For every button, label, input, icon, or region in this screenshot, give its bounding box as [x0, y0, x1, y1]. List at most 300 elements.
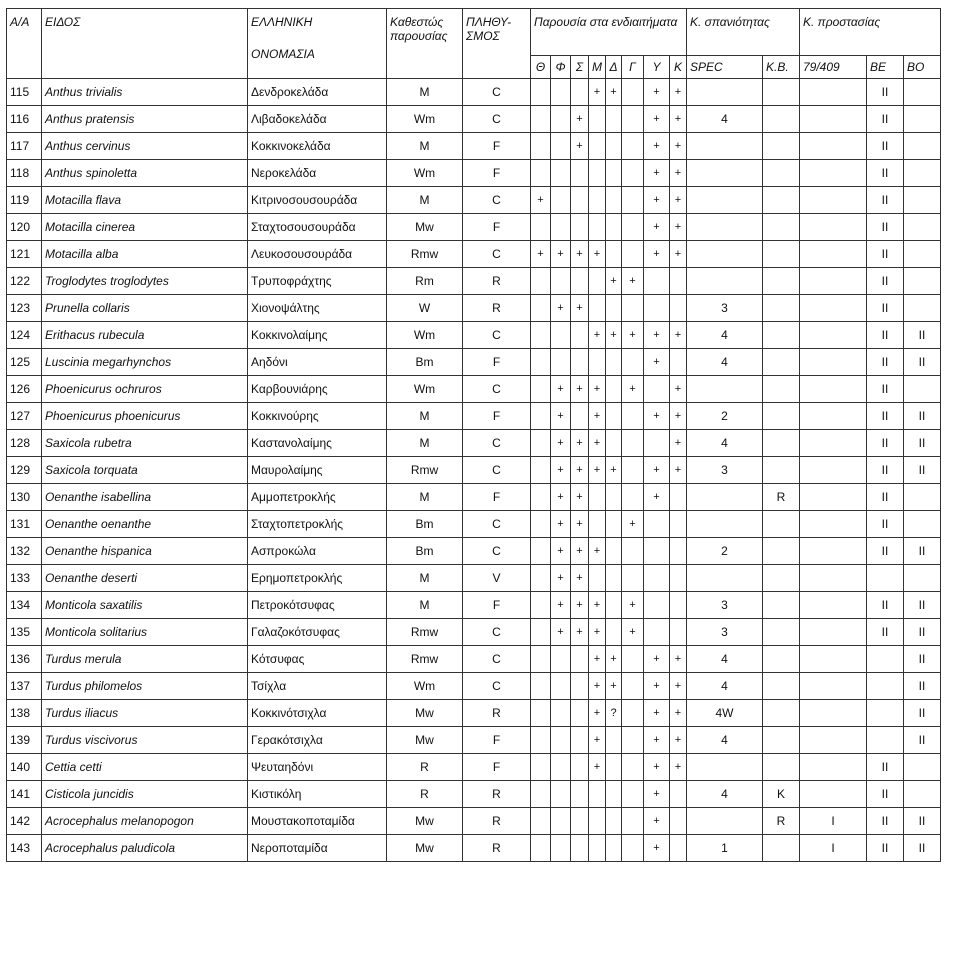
row-number: 142 — [7, 808, 42, 835]
directive-79-409-cell — [800, 376, 867, 403]
spec-cell — [687, 160, 763, 187]
habitat-mark: ? — [606, 700, 622, 727]
table-row — [7, 268, 941, 295]
kb-cell — [763, 565, 800, 592]
population-cell: C — [463, 106, 531, 133]
spec-cell: 4 — [687, 430, 763, 457]
habitat-mark: + — [551, 619, 571, 646]
species-name: Acrocephalus melanopogon — [42, 808, 248, 835]
habitat-mark — [571, 322, 589, 349]
habitat-mark: + — [551, 592, 571, 619]
habitat-mark — [622, 187, 644, 214]
habitat-mark: + — [606, 673, 622, 700]
habitat-mark — [622, 484, 644, 511]
table-row — [7, 511, 941, 538]
habitat-mark: + — [571, 106, 589, 133]
be-cell: II — [867, 79, 904, 106]
habitat-mark — [606, 835, 622, 862]
habitat-mark — [531, 133, 551, 160]
habitat-mark — [644, 592, 670, 619]
be-cell: II — [867, 187, 904, 214]
species-name: Turdus iliacus — [42, 700, 248, 727]
kb-cell — [763, 700, 800, 727]
habitat-mark: + — [571, 538, 589, 565]
table-row — [7, 754, 941, 781]
species-name: Prunella collaris — [42, 295, 248, 322]
habitat-mark — [571, 673, 589, 700]
row-number: 125 — [7, 349, 42, 376]
greek-name: Αμμοπετροκλής — [248, 484, 387, 511]
directive-79-409-cell — [800, 79, 867, 106]
habitat-mark — [531, 322, 551, 349]
spec-cell — [687, 187, 763, 214]
row-number: 133 — [7, 565, 42, 592]
habitat-mark — [589, 565, 606, 592]
bo-cell: II — [904, 322, 941, 349]
habitat-mark — [589, 133, 606, 160]
directive-79-409-cell — [800, 241, 867, 268]
habitat-mark — [670, 484, 687, 511]
status-cell: Mw — [387, 808, 463, 835]
habitat-mark — [606, 538, 622, 565]
habitat-mark: + — [644, 727, 670, 754]
habitat-mark — [531, 430, 551, 457]
population-cell: R — [463, 835, 531, 862]
population-cell: C — [463, 457, 531, 484]
habitat-mark — [531, 268, 551, 295]
status-cell: Rmw — [387, 619, 463, 646]
habitat-mark — [622, 646, 644, 673]
row-number: 140 — [7, 754, 42, 781]
habitat-mark: + — [670, 430, 687, 457]
habitat-mark — [551, 349, 571, 376]
be-cell: II — [867, 754, 904, 781]
habitat-mark — [670, 619, 687, 646]
header-habitat-7: Κ — [670, 56, 687, 79]
table-row — [7, 376, 941, 403]
be-cell: II — [867, 295, 904, 322]
bo-cell — [904, 106, 941, 133]
population-cell: C — [463, 79, 531, 106]
bo-cell: II — [904, 808, 941, 835]
header-population-line1: ΠΛΗΘΥ- — [466, 15, 512, 29]
habitat-mark: + — [589, 673, 606, 700]
bo-cell: II — [904, 592, 941, 619]
bo-cell — [904, 133, 941, 160]
habitat-mark — [670, 592, 687, 619]
habitat-mark — [531, 727, 551, 754]
spec-cell: 4 — [687, 646, 763, 673]
population-cell: F — [463, 160, 531, 187]
habitat-mark: + — [670, 79, 687, 106]
habitat-mark: + — [670, 160, 687, 187]
population-cell: C — [463, 538, 531, 565]
greek-name: Κότσυφας — [248, 646, 387, 673]
species-name: Monticola solitarius — [42, 619, 248, 646]
kb-cell — [763, 160, 800, 187]
species-name: Oenanthe hispanica — [42, 538, 248, 565]
spec-cell: 4 — [687, 673, 763, 700]
status-cell: Rmw — [387, 241, 463, 268]
spec-cell: 2 — [687, 403, 763, 430]
habitat-mark — [670, 268, 687, 295]
habitat-mark — [606, 619, 622, 646]
habitat-mark — [606, 241, 622, 268]
status-cell: Wm — [387, 106, 463, 133]
habitat-mark — [606, 403, 622, 430]
spec-cell: 4 — [687, 727, 763, 754]
bo-cell: II — [904, 835, 941, 862]
habitat-mark — [606, 511, 622, 538]
habitat-mark — [551, 781, 571, 808]
status-cell: W — [387, 295, 463, 322]
status-cell: Wm — [387, 673, 463, 700]
directive-79-409-cell — [800, 349, 867, 376]
habitat-mark — [606, 808, 622, 835]
table-row — [7, 592, 941, 619]
table-row — [7, 241, 941, 268]
header-population-line2: ΣΜΟΣ — [466, 29, 500, 43]
row-number: 117 — [7, 133, 42, 160]
species-name: Oenanthe deserti — [42, 565, 248, 592]
habitat-mark — [531, 673, 551, 700]
directive-79-409-cell — [800, 403, 867, 430]
habitat-mark — [589, 781, 606, 808]
habitat-mark — [531, 835, 551, 862]
greek-name: Καρβουνιάρης — [248, 376, 387, 403]
header-status — [387, 9, 463, 79]
greek-name: Κοκκινούρης — [248, 403, 387, 430]
greek-name: Σταχτοπετροκλής — [248, 511, 387, 538]
bo-cell: II — [904, 403, 941, 430]
habitat-mark — [606, 349, 622, 376]
habitat-mark: + — [606, 646, 622, 673]
habitat-mark: + — [644, 214, 670, 241]
header-protection-1: ΒΕ — [867, 56, 904, 79]
be-cell: II — [867, 241, 904, 268]
population-cell: F — [463, 754, 531, 781]
bo-cell: II — [904, 727, 941, 754]
habitat-mark — [589, 106, 606, 133]
spec-cell: 3 — [687, 619, 763, 646]
species-name: Motacilla cinerea — [42, 214, 248, 241]
spec-cell — [687, 79, 763, 106]
population-cell: V — [463, 565, 531, 592]
spec-cell: 4 — [687, 781, 763, 808]
habitat-mark: + — [551, 538, 571, 565]
row-number: 128 — [7, 430, 42, 457]
habitat-mark — [606, 187, 622, 214]
population-cell: R — [463, 781, 531, 808]
header-rarity-group: Κ. σπανιότητας — [687, 9, 800, 56]
be-cell: II — [867, 835, 904, 862]
row-number: 124 — [7, 322, 42, 349]
habitat-mark: + — [622, 619, 644, 646]
status-cell: Bm — [387, 511, 463, 538]
species-name: Phoenicurus ochruros — [42, 376, 248, 403]
habitat-mark — [622, 133, 644, 160]
habitat-mark — [644, 538, 670, 565]
be-cell: II — [867, 619, 904, 646]
habitat-mark — [551, 808, 571, 835]
directive-79-409-cell: I — [800, 835, 867, 862]
directive-79-409-cell — [800, 106, 867, 133]
habitat-mark — [670, 565, 687, 592]
directive-79-409-cell — [800, 727, 867, 754]
table-header — [7, 9, 941, 79]
habitat-mark — [670, 295, 687, 322]
row-number: 137 — [7, 673, 42, 700]
row-number: 123 — [7, 295, 42, 322]
greek-name: Νεροποταμίδα — [248, 835, 387, 862]
habitat-mark — [531, 484, 551, 511]
kb-cell — [763, 673, 800, 700]
table-row — [7, 322, 941, 349]
species-name: Turdus philomelos — [42, 673, 248, 700]
be-cell — [867, 646, 904, 673]
habitat-mark — [551, 106, 571, 133]
directive-79-409-cell — [800, 565, 867, 592]
habitat-mark: + — [589, 376, 606, 403]
directive-79-409-cell — [800, 673, 867, 700]
greek-name: Δενδροκελάδα — [248, 79, 387, 106]
habitat-mark — [670, 781, 687, 808]
spec-cell: 3 — [687, 295, 763, 322]
header-habitat-0: Θ — [531, 56, 551, 79]
bo-cell — [904, 268, 941, 295]
bo-cell — [904, 295, 941, 322]
greek-name: Ψευταηδόνι — [248, 754, 387, 781]
bo-cell: II — [904, 457, 941, 484]
habitat-mark — [644, 565, 670, 592]
row-number: 134 — [7, 592, 42, 619]
habitat-mark — [589, 835, 606, 862]
species-name: Motacilla alba — [42, 241, 248, 268]
habitat-mark — [670, 349, 687, 376]
habitat-mark — [622, 781, 644, 808]
population-cell: F — [463, 214, 531, 241]
habitat-mark: + — [571, 565, 589, 592]
habitat-mark: + — [644, 133, 670, 160]
be-cell: II — [867, 106, 904, 133]
table-row — [7, 214, 941, 241]
species-name: Motacilla flava — [42, 187, 248, 214]
row-number: 122 — [7, 268, 42, 295]
status-cell: R — [387, 754, 463, 781]
habitat-mark — [622, 538, 644, 565]
bo-cell — [904, 754, 941, 781]
kb-cell — [763, 538, 800, 565]
habitat-mark: + — [644, 484, 670, 511]
row-number: 132 — [7, 538, 42, 565]
directive-79-409-cell — [800, 538, 867, 565]
habitat-mark: + — [589, 322, 606, 349]
habitat-mark — [551, 673, 571, 700]
population-cell: C — [463, 511, 531, 538]
header-greek-name-line2: ΟΝΟΜΑΣΙΑ — [251, 47, 315, 61]
habitat-mark — [551, 268, 571, 295]
table-row — [7, 403, 941, 430]
directive-79-409-cell — [800, 484, 867, 511]
habitat-mark: + — [670, 727, 687, 754]
habitat-mark: + — [551, 430, 571, 457]
habitat-mark: + — [644, 106, 670, 133]
status-cell: Bm — [387, 349, 463, 376]
be-cell: II — [867, 133, 904, 160]
population-cell: F — [463, 349, 531, 376]
status-cell: M — [387, 430, 463, 457]
habitat-mark — [606, 214, 622, 241]
habitat-mark — [589, 268, 606, 295]
header-rarity-0: SPEC — [687, 56, 763, 79]
directive-79-409-cell — [800, 754, 867, 781]
population-cell: F — [463, 484, 531, 511]
header-habitat-3: Μ — [589, 56, 606, 79]
row-number: 126 — [7, 376, 42, 403]
habitat-mark — [589, 214, 606, 241]
habitat-mark: + — [670, 214, 687, 241]
status-cell: Rm — [387, 268, 463, 295]
habitat-mark — [571, 700, 589, 727]
row-number: 131 — [7, 511, 42, 538]
bo-cell: II — [904, 619, 941, 646]
habitat-mark — [622, 241, 644, 268]
directive-79-409-cell — [800, 457, 867, 484]
status-cell: M — [387, 79, 463, 106]
habitat-mark — [531, 565, 551, 592]
row-number: 139 — [7, 727, 42, 754]
habitat-mark: + — [644, 187, 670, 214]
species-name: Cettia cetti — [42, 754, 248, 781]
habitat-mark — [606, 376, 622, 403]
habitat-mark — [531, 808, 551, 835]
habitat-mark: + — [622, 511, 644, 538]
habitat-mark — [551, 646, 571, 673]
habitat-mark — [571, 403, 589, 430]
species-name: Anthus pratensis — [42, 106, 248, 133]
status-cell: Mw — [387, 700, 463, 727]
habitat-mark — [622, 754, 644, 781]
directive-79-409-cell — [800, 511, 867, 538]
habitat-mark — [531, 457, 551, 484]
habitat-mark — [622, 430, 644, 457]
habitat-mark — [622, 727, 644, 754]
habitat-mark — [589, 484, 606, 511]
kb-cell — [763, 619, 800, 646]
habitat-mark — [606, 781, 622, 808]
species-name: Oenanthe oenanthe — [42, 511, 248, 538]
spec-cell — [687, 268, 763, 295]
be-cell: II — [867, 808, 904, 835]
be-cell: II — [867, 160, 904, 187]
habitat-mark — [531, 619, 551, 646]
spec-cell — [687, 808, 763, 835]
header-greek-name — [248, 9, 387, 79]
habitat-mark: + — [670, 322, 687, 349]
species-name: Monticola saxatilis — [42, 592, 248, 619]
habitat-mark: + — [644, 646, 670, 673]
habitat-mark: + — [589, 592, 606, 619]
habitat-mark: + — [670, 646, 687, 673]
habitat-mark: + — [589, 700, 606, 727]
habitat-mark — [622, 673, 644, 700]
habitat-mark — [622, 295, 644, 322]
greek-name: Πετροκότσυφας — [248, 592, 387, 619]
habitat-mark — [531, 592, 551, 619]
habitat-mark: + — [571, 133, 589, 160]
bo-cell: II — [904, 700, 941, 727]
habitat-mark — [670, 808, 687, 835]
bo-cell: II — [904, 538, 941, 565]
greek-name: Γερακότσιχλα — [248, 727, 387, 754]
greek-name: Ασπροκώλα — [248, 538, 387, 565]
be-cell: II — [867, 457, 904, 484]
kb-cell — [763, 79, 800, 106]
habitat-mark — [551, 700, 571, 727]
status-cell: Mw — [387, 214, 463, 241]
habitat-mark — [644, 295, 670, 322]
status-cell: Mw — [387, 835, 463, 862]
greek-name: Γαλαζοκότσυφας — [248, 619, 387, 646]
habitat-mark: + — [622, 268, 644, 295]
habitat-mark — [589, 511, 606, 538]
habitat-mark — [589, 160, 606, 187]
table-row — [7, 727, 941, 754]
greek-name: Κιστικόλη — [248, 781, 387, 808]
population-cell: R — [463, 268, 531, 295]
bo-cell — [904, 160, 941, 187]
kb-cell — [763, 592, 800, 619]
habitat-mark: + — [571, 376, 589, 403]
habitat-mark: + — [551, 403, 571, 430]
greek-name: Κοκκινολαίμης — [248, 322, 387, 349]
habitat-mark — [531, 376, 551, 403]
habitat-mark — [622, 79, 644, 106]
habitat-mark — [670, 511, 687, 538]
habitat-mark: + — [644, 700, 670, 727]
greek-name: Κοκκινότσιχλα — [248, 700, 387, 727]
be-cell: II — [867, 484, 904, 511]
bo-cell: II — [904, 673, 941, 700]
table-row — [7, 808, 941, 835]
directive-79-409-cell — [800, 592, 867, 619]
habitat-mark — [571, 187, 589, 214]
be-cell: II — [867, 268, 904, 295]
species-name: Oenanthe isabellina — [42, 484, 248, 511]
habitat-mark: + — [531, 241, 551, 268]
header-habitat-6: Υ — [644, 56, 670, 79]
status-cell: Bm — [387, 538, 463, 565]
table-row — [7, 295, 941, 322]
row-number: 143 — [7, 835, 42, 862]
habitat-mark — [589, 808, 606, 835]
bo-cell: II — [904, 646, 941, 673]
bo-cell — [904, 79, 941, 106]
population-cell: F — [463, 727, 531, 754]
habitat-mark — [644, 430, 670, 457]
habitat-mark: + — [589, 646, 606, 673]
kb-cell — [763, 646, 800, 673]
habitat-mark: + — [670, 133, 687, 160]
habitat-mark: + — [551, 457, 571, 484]
directive-79-409-cell — [800, 781, 867, 808]
habitat-mark: + — [644, 241, 670, 268]
directive-79-409-cell — [800, 646, 867, 673]
spec-cell — [687, 214, 763, 241]
spec-cell: 3 — [687, 592, 763, 619]
table-row — [7, 457, 941, 484]
row-number: 129 — [7, 457, 42, 484]
